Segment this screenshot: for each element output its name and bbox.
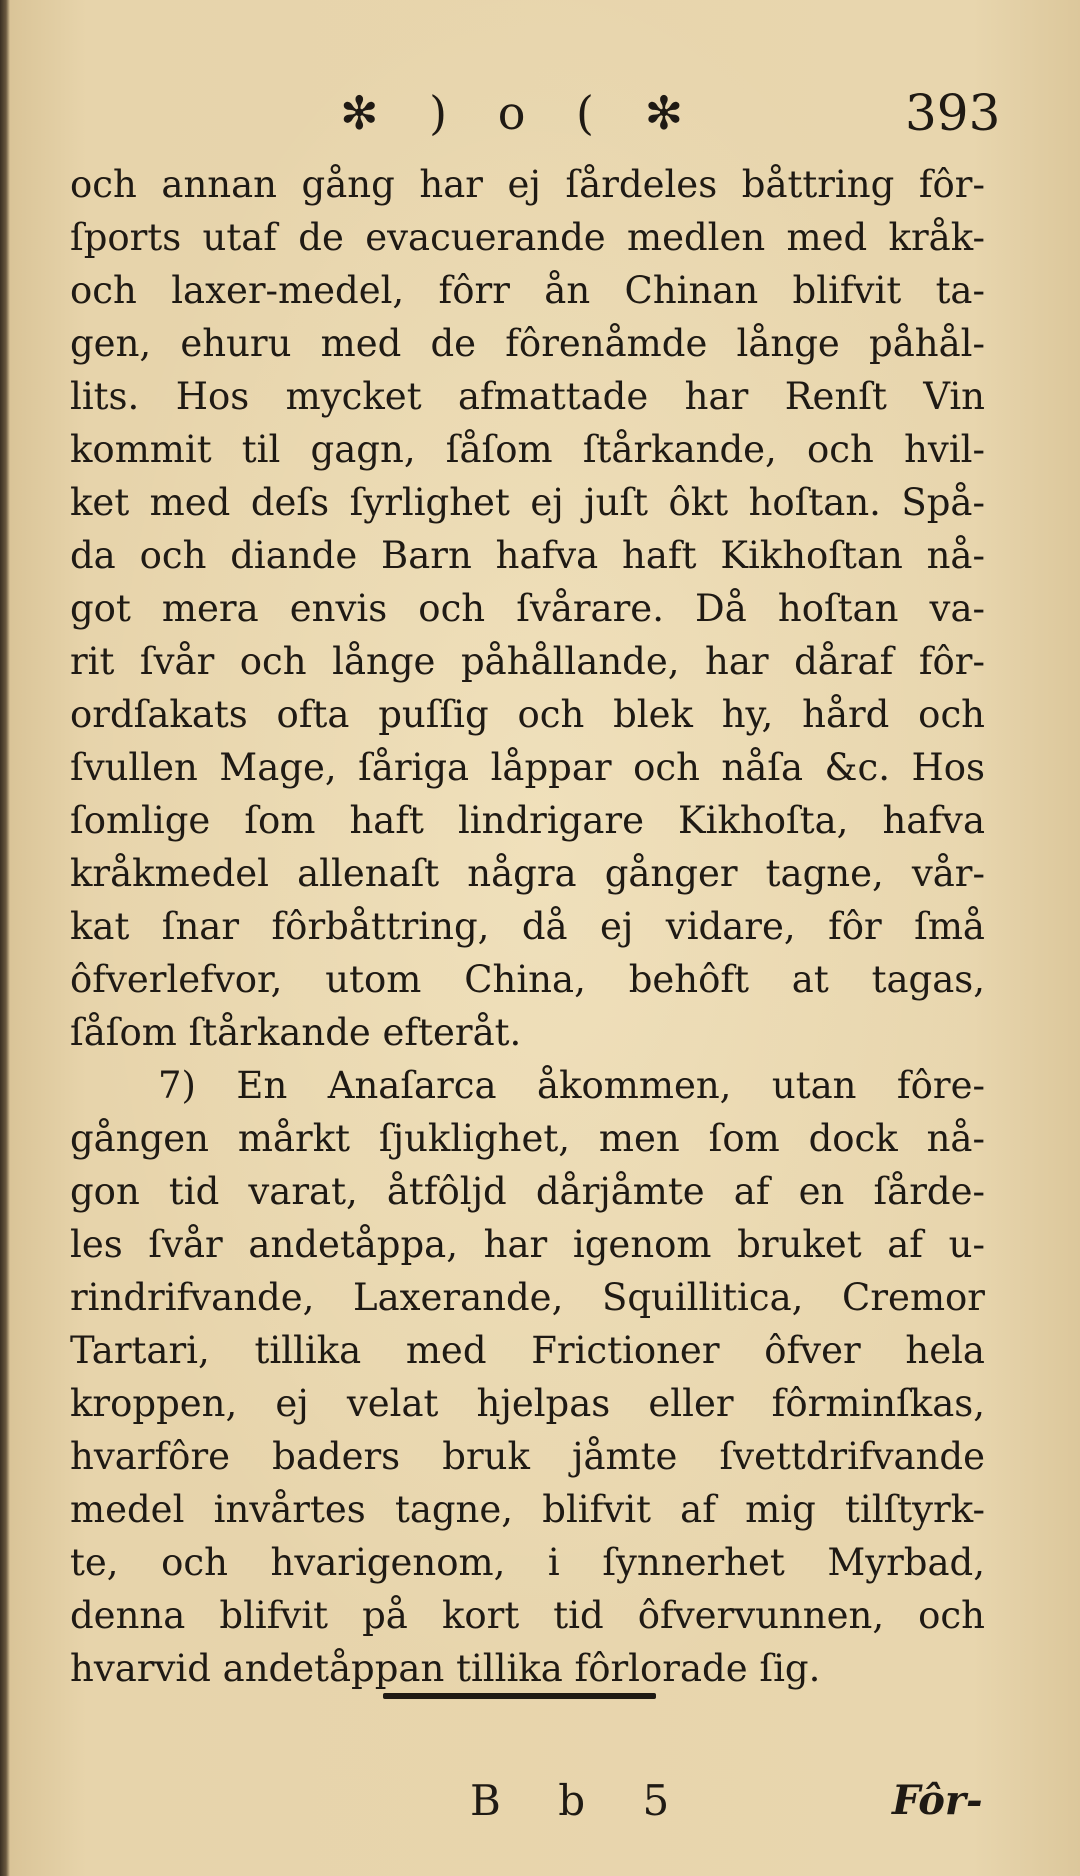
header-ornament: ✻ ) o ( ✻ — [340, 86, 702, 140]
text-line: och laxer-medel, fôrr ån Chinan blifvit ta- — [70, 269, 985, 312]
text-line: kroppen, ej velat hjelpas eller fôrminſkas, — [70, 1382, 985, 1425]
text-line: kråkmedel allenaſt några gånger tagne, vår- — [70, 852, 985, 895]
text-line: les ſvår andetåppa, har igenom bruket af u- — [70, 1223, 985, 1266]
catchword: Fôr- — [892, 1777, 983, 1824]
text-line: da och diande Barn hafva haft Kikhoſtan nå- — [70, 534, 985, 577]
text-line: denna blifvit på kort tid ôfvervunnen, och — [70, 1594, 985, 1637]
text-line: och annan gång har ej ſårdeles båttring fôr- — [70, 163, 985, 206]
text-line: ſåſom ſtårkande efteråt. — [70, 1011, 522, 1054]
text-line: ôfverlefvor, utom China, behôft at tagas, — [70, 958, 985, 1001]
page-number: 393 — [905, 84, 1001, 142]
text-line: ket med deſs ſyrlighet ej juſt ôkt hoſtan. Spå- — [70, 481, 985, 524]
text-line: kommit til gagn, ſåſom ſtårkande, och hvil- — [70, 428, 985, 471]
text-line: rit ſvår och långe påhållande, har dåraf fôr- — [70, 640, 985, 683]
text-line: lits. Hos mycket afmattade har Renſt Vin — [70, 375, 985, 418]
body-text — [70, 158, 985, 1695]
text-line: te, och hvarigenom, i ſynnerhet Myrbad, — [70, 1541, 985, 1584]
text-line: ſvullen Mage, ſåriga låppar och nåſa &c. Hos — [70, 746, 985, 789]
section-start-line: 7) En Anaſarca åkommen, utan fôre- — [158, 1064, 985, 1107]
text-line: Tartari, tillika med Frictioner ôfver hela — [70, 1329, 985, 1372]
page-spine-edge — [0, 0, 10, 1876]
page-header — [0, 78, 1080, 148]
text-line: gången mårkt ſjuklighet, men ſom dock nå- — [70, 1117, 985, 1160]
text-line: medel invårtes tagne, blifvit af mig tilſtyrk- — [70, 1488, 985, 1531]
text-line: ſports utaf de evacuerande medlen med kråk- — [70, 216, 985, 259]
text-line: kat ſnar fôrbåttring, då ej vidare, fôr ſmå — [70, 905, 985, 948]
text-line: rindrifvande, Laxerande, Squillitica, Cremor — [70, 1276, 985, 1319]
section-divider-rule — [383, 1693, 656, 1699]
text-line: gen, ehuru med de fôrenåmde långe påhål- — [70, 322, 985, 365]
text-line: ſomlige ſom haft lindrigare Kikhoſta, hafva — [70, 799, 985, 842]
signature-mark: B b 5 — [470, 1776, 692, 1825]
text-line: gon tid varat, åtfôljd dårjåmte af en ſårde- — [70, 1170, 985, 1213]
text-line: got mera envis och ſvårare. Då hoſtan va- — [70, 587, 985, 630]
text-line: ordſakats ofta puſſig och blek hy, hård och — [70, 693, 985, 736]
text-line: hvarfôre baders bruk jåmte ſvettdrifvande — [70, 1435, 985, 1478]
page-footer — [0, 1766, 1080, 1836]
text-line: hvarvid andetåppan tillika fôrlorade ſig. — [70, 1647, 821, 1690]
